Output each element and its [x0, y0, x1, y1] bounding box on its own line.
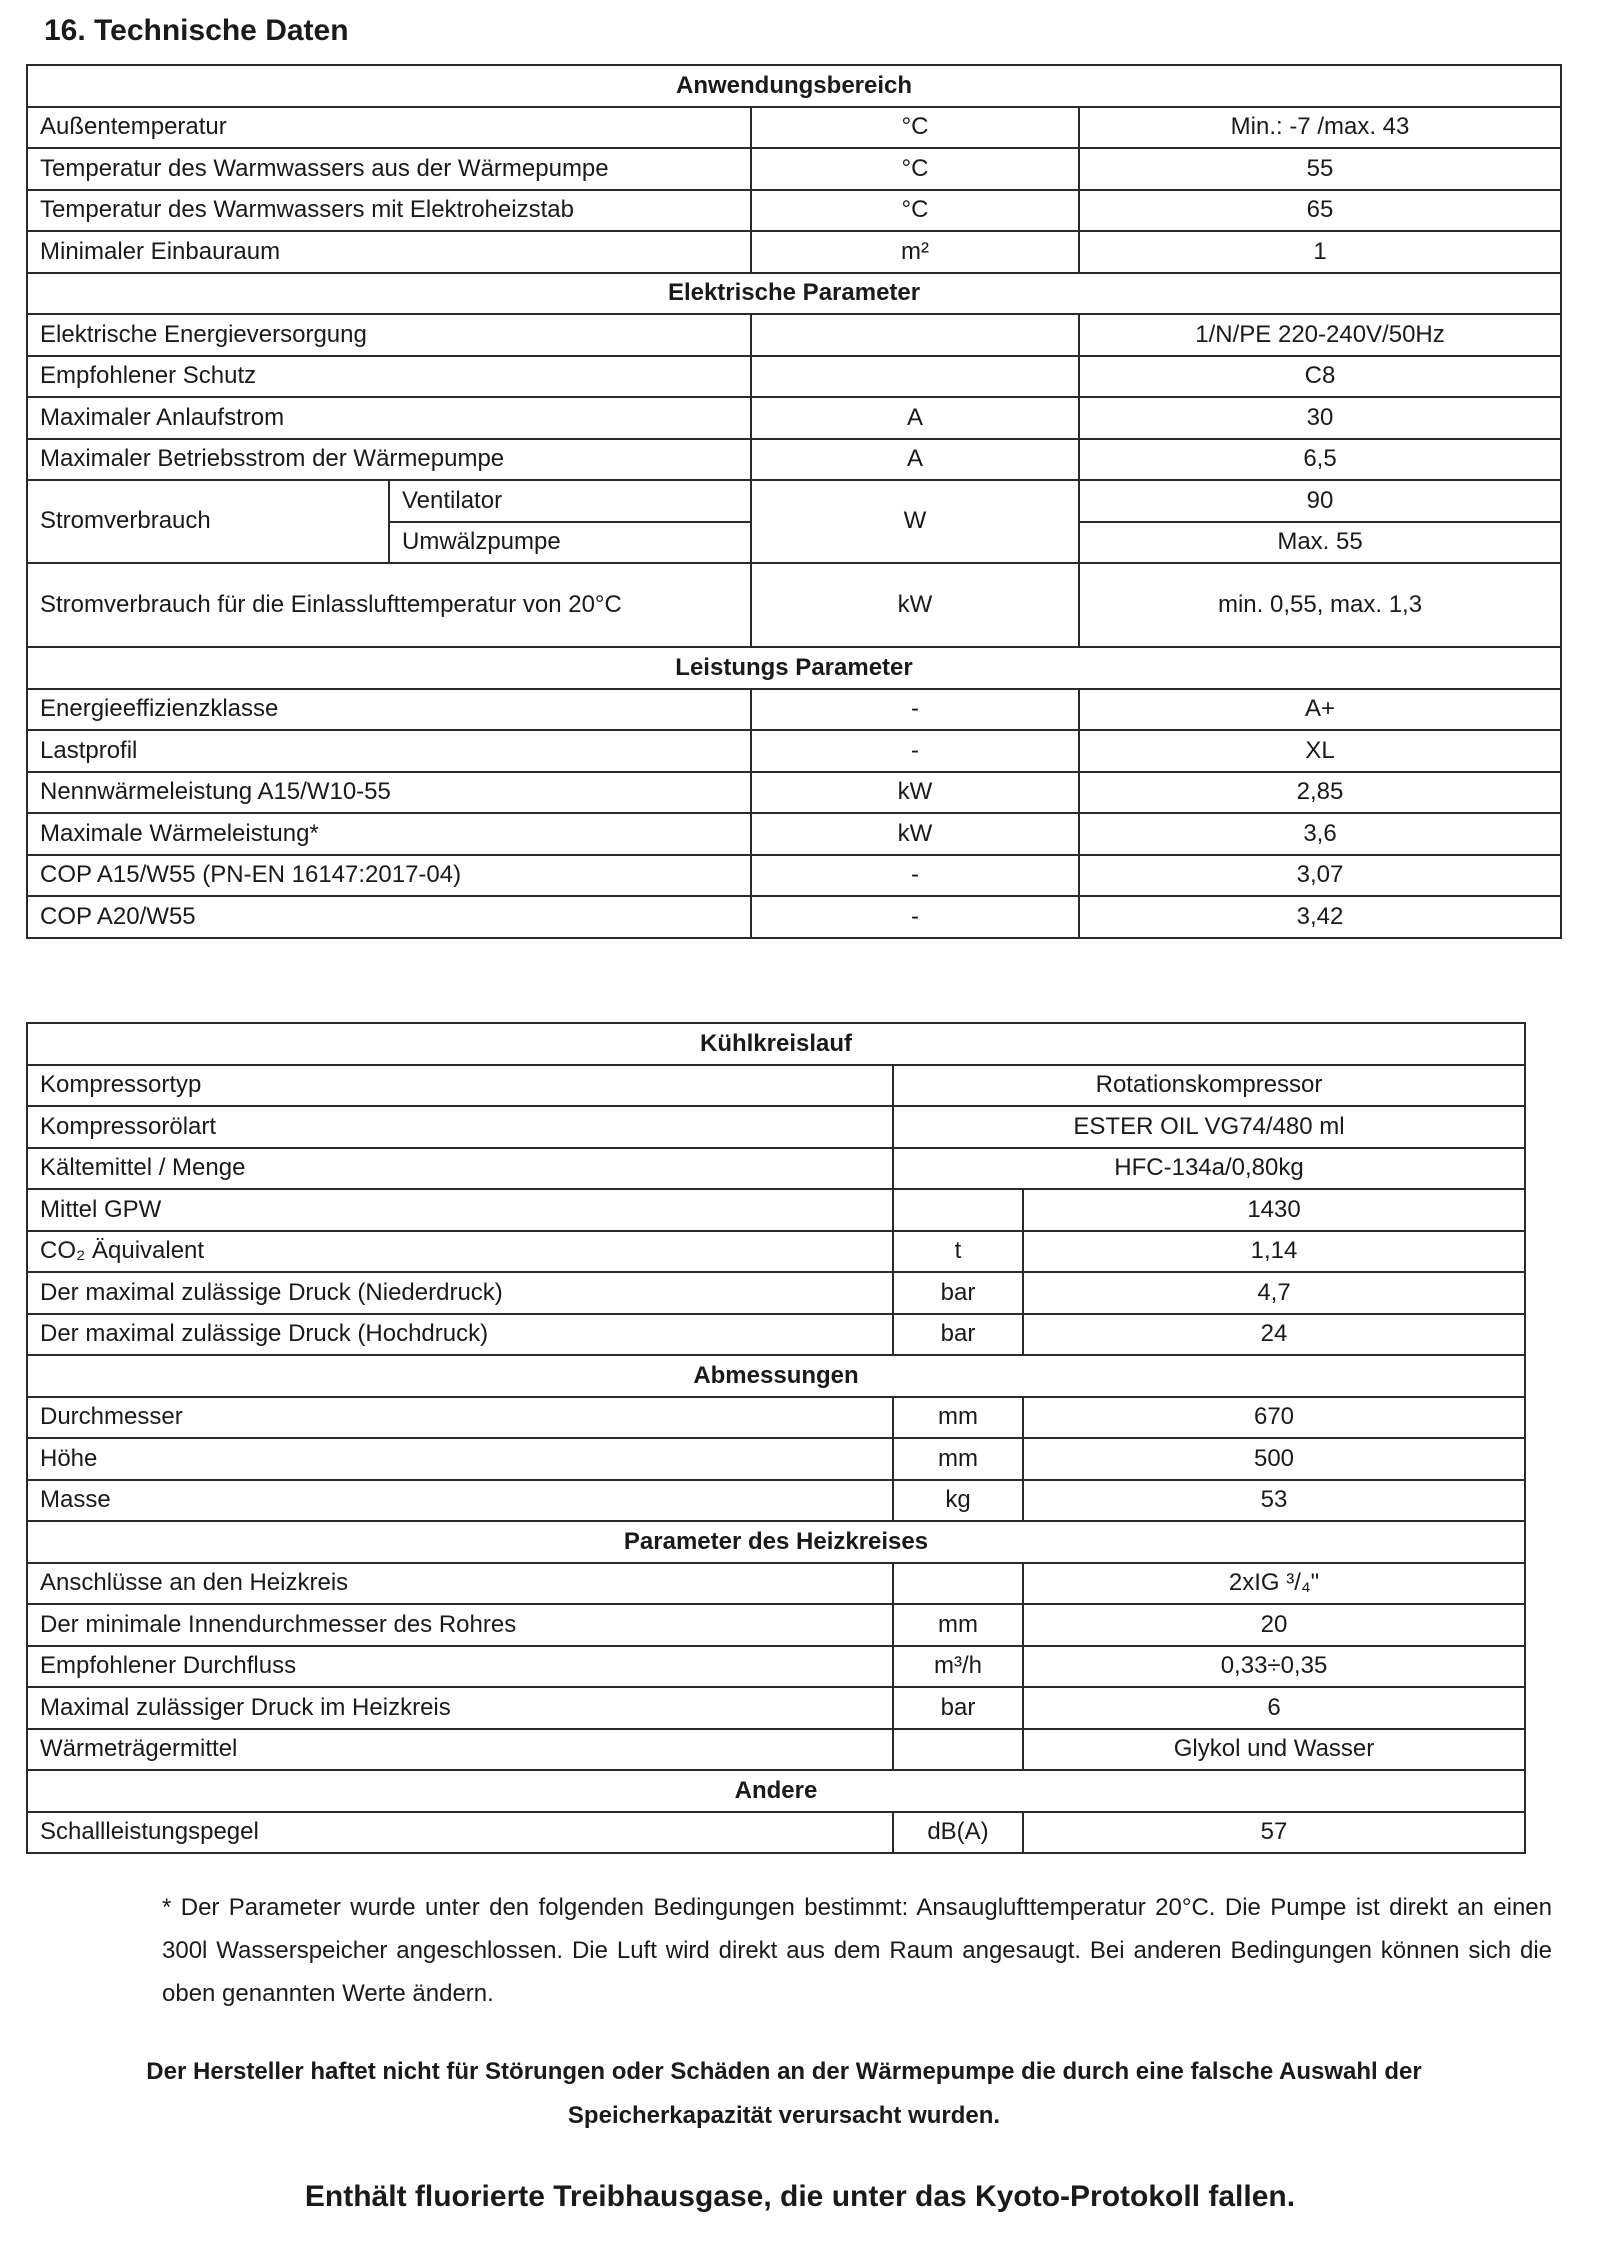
- row-value: 53: [1023, 1480, 1525, 1522]
- table-row: [27, 1646, 1525, 1688]
- spec-table-general: [26, 64, 1562, 939]
- table-row: [27, 1812, 1525, 1854]
- section-header-elektrische-parameter: Elektrische Parameter: [27, 273, 1561, 315]
- table-row-stromverbrauch: [27, 480, 1561, 522]
- row-value: 57: [1023, 1812, 1525, 1854]
- table-row: [27, 1563, 1525, 1605]
- row-unit: A: [751, 397, 1079, 439]
- row-label: Nennwärmeleistung A15/W10-55: [27, 772, 751, 814]
- table-row: [27, 1687, 1525, 1729]
- section-header-row: [27, 1355, 1525, 1397]
- section-header-kuehlkreislauf: Kühlkreislauf: [27, 1023, 1525, 1065]
- page-title: 16. Technische Daten: [44, 14, 349, 47]
- table-row: [27, 1480, 1525, 1522]
- row-label: Temperatur des Warmwassers aus der Wärmepumpe: [27, 148, 751, 190]
- row-unit: -: [751, 896, 1079, 938]
- row-label: Kältemittel / Menge: [27, 1148, 893, 1190]
- row-label: Stromverbrauch: [27, 480, 389, 563]
- table-row: [27, 107, 1561, 149]
- table-row: [27, 896, 1561, 938]
- row-label: Höhe: [27, 1438, 893, 1480]
- row-value: Glykol und Wasser: [1023, 1729, 1525, 1771]
- table-row: [27, 1189, 1525, 1231]
- table-row: [27, 1729, 1525, 1771]
- row-label: Der maximal zulässige Druck (Hochdruck): [27, 1314, 893, 1356]
- row-unit: °C: [751, 107, 1079, 149]
- row-label: Lastprofil: [27, 730, 751, 772]
- row-value: 3,42: [1079, 896, 1561, 938]
- row-unit: mm: [893, 1397, 1023, 1439]
- table-row: [27, 1106, 1525, 1148]
- row-unit: -: [751, 855, 1079, 897]
- row-label: Maximaler Anlaufstrom: [27, 397, 751, 439]
- table-row: [27, 1065, 1525, 1107]
- row-unit: -: [751, 730, 1079, 772]
- row-value: 4,7: [1023, 1272, 1525, 1314]
- row-label: Außentemperatur: [27, 107, 751, 149]
- row-unit: bar: [893, 1687, 1023, 1729]
- table-row: [27, 1272, 1525, 1314]
- row-unit: kW: [751, 813, 1079, 855]
- row-value: 500: [1023, 1438, 1525, 1480]
- row-label: Minimaler Einbauraum: [27, 231, 751, 273]
- row-label: Elektrische Energieversorgung: [27, 314, 751, 356]
- section-header-row: [27, 273, 1561, 315]
- table-row: [27, 1148, 1525, 1190]
- disclaimer-line-1: Der Hersteller haftet nicht für Störungen oder Schäden an der Wärmepumpe die durch eine falsche Auswahl der: [146, 2058, 1422, 2085]
- table-row: [27, 356, 1561, 398]
- row-unit: °C: [751, 190, 1079, 232]
- row-value: 2,85: [1079, 772, 1561, 814]
- row-unit: bar: [893, 1314, 1023, 1356]
- table-row: [27, 855, 1561, 897]
- section-header-anwendungsbereich: Anwendungsbereich: [27, 65, 1561, 107]
- row-label: Masse: [27, 1480, 893, 1522]
- row-label: Der minimale Innendurchmesser des Rohres: [27, 1604, 893, 1646]
- row-unit: t: [893, 1231, 1023, 1273]
- table-row: [27, 1231, 1525, 1273]
- row-unit: [751, 314, 1079, 356]
- row-label: COP A15/W55 (PN-EN 16147:2017-04): [27, 855, 751, 897]
- row-unit: °C: [751, 148, 1079, 190]
- row-unit: [893, 1563, 1023, 1605]
- section-header-row: [27, 1770, 1525, 1812]
- row-value: 24: [1023, 1314, 1525, 1356]
- row-value: Rotationskompressor: [893, 1065, 1525, 1107]
- row-value: 90: [1079, 480, 1561, 522]
- row-label: Energieeffizienzklasse: [27, 689, 751, 731]
- row-unit: kg: [893, 1480, 1023, 1522]
- row-value: Max. 55: [1079, 522, 1561, 564]
- table-row: [27, 813, 1561, 855]
- section-header-abmessungen: Abmessungen: [27, 1355, 1525, 1397]
- table-row: [27, 190, 1561, 232]
- row-label: Stromverbrauch für die Einlasslufttemperatur von 20°C: [27, 563, 751, 647]
- row-unit: kW: [751, 772, 1079, 814]
- row-label: Durchmesser: [27, 1397, 893, 1439]
- row-unit: [893, 1189, 1023, 1231]
- row-value: HFC-134a/0,80kg: [893, 1148, 1525, 1190]
- table-row: [27, 231, 1561, 273]
- row-label: Schallleistungspegel: [27, 1812, 893, 1854]
- row-value: 0,33÷0,35: [1023, 1646, 1525, 1688]
- row-unit: dB(A): [893, 1812, 1023, 1854]
- table-row: [27, 689, 1561, 731]
- row-unit: [751, 356, 1079, 398]
- kyoto-notice: Enthält fluorierte Treibhausgase, die unter das Kyoto-Protokoll fallen.: [304, 2180, 1296, 2213]
- row-label: Wärmeträgermittel: [27, 1729, 893, 1771]
- row-value: 55: [1079, 148, 1561, 190]
- row-label: Temperatur des Warmwassers mit Elektroheizstab: [27, 190, 751, 232]
- row-label: Empfohlener Durchfluss: [27, 1646, 893, 1688]
- row-label: Mittel GPW: [27, 1189, 893, 1231]
- row-label: Der maximal zulässige Druck (Niederdruck): [27, 1272, 893, 1314]
- spec-table-cooling: [26, 1022, 1526, 1854]
- table-row: [27, 730, 1561, 772]
- table-row: [27, 1314, 1525, 1356]
- row-label: CO₂ Äquivalent: [27, 1231, 893, 1273]
- row-value: 1430: [1023, 1189, 1525, 1231]
- row-unit: -: [751, 689, 1079, 731]
- row-label: Kompressorölart: [27, 1106, 893, 1148]
- row-value: 1: [1079, 231, 1561, 273]
- row-value: 1/N/PE 220-240V/50Hz: [1079, 314, 1561, 356]
- row-label: Kompressortyp: [27, 1065, 893, 1107]
- section-header-row: [27, 1521, 1525, 1563]
- row-label: Maximaler Betriebsstrom der Wärmepumpe: [27, 439, 751, 481]
- section-header-andere: Andere: [27, 1770, 1525, 1812]
- row-value: Min.: -7 /max. 43: [1079, 107, 1561, 149]
- row-label: COP A20/W55: [27, 896, 751, 938]
- disclaimer: [44, 2050, 1524, 2138]
- row-value: C8: [1079, 356, 1561, 398]
- table-row: [27, 439, 1561, 481]
- table-row: [27, 772, 1561, 814]
- row-value: ESTER OIL VG74/480 ml: [893, 1106, 1525, 1148]
- row-value: min. 0,55, max. 1,3: [1079, 563, 1561, 647]
- row-unit: W: [751, 480, 1079, 563]
- row-value: A+: [1079, 689, 1561, 731]
- table-row: [27, 563, 1561, 647]
- row-value: XL: [1079, 730, 1561, 772]
- row-value: 3,6: [1079, 813, 1561, 855]
- section-header-row: [27, 65, 1561, 107]
- row-unit: m²: [751, 231, 1079, 273]
- row-value: 65: [1079, 190, 1561, 232]
- section-header-leistungs-parameter: Leistungs Parameter: [27, 647, 1561, 689]
- table-row: [27, 1604, 1525, 1646]
- table-row: [27, 314, 1561, 356]
- table-row: [27, 1397, 1525, 1439]
- table-row: [27, 397, 1561, 439]
- row-label: Empfohlener Schutz: [27, 356, 751, 398]
- row-value: 2xIG ³/₄": [1023, 1563, 1525, 1605]
- disclaimer-line-2: Speicherkapazität verursacht wurden.: [567, 2102, 1001, 2129]
- row-unit: kW: [751, 563, 1079, 647]
- row-label: Maximal zulässiger Druck im Heizkreis: [27, 1687, 893, 1729]
- row-unit: bar: [893, 1272, 1023, 1314]
- row-unit: mm: [893, 1604, 1023, 1646]
- row-label: Anschlüsse an den Heizkreis: [27, 1563, 893, 1605]
- sub-label-umwaelzpumpe: Umwälzpumpe: [389, 522, 751, 564]
- table-row: [27, 1438, 1525, 1480]
- table-row: [27, 148, 1561, 190]
- row-label: Maximale Wärmeleistung*: [27, 813, 751, 855]
- section-header-heizkreis: Parameter des Heizkreises: [27, 1521, 1525, 1563]
- footnote: * Der Parameter wurde unter den folgenden Bedingungen bestimmt: Ansauglufttemperatur 20°C. Die Pumpe ist direkt an einen 300l Wasserspeicher angeschlossen. Die Luft wird direkt aus dem Raum angesaugt. Bei anderen Bedingungen können sich die oben genannten Werte ändern.: [162, 1894, 1552, 2007]
- row-value: 1,14: [1023, 1231, 1525, 1273]
- row-unit: mm: [893, 1438, 1023, 1480]
- row-value: 20: [1023, 1604, 1525, 1646]
- row-unit: m³/h: [893, 1646, 1023, 1688]
- section-header-row: [27, 647, 1561, 689]
- row-value: 6,5: [1079, 439, 1561, 481]
- sub-label-ventilator: Ventilator: [389, 480, 751, 522]
- row-value: 670: [1023, 1397, 1525, 1439]
- row-value: 6: [1023, 1687, 1525, 1729]
- section-header-row: [27, 1023, 1525, 1065]
- row-value: 30: [1079, 397, 1561, 439]
- row-unit: A: [751, 439, 1079, 481]
- row-unit: [893, 1729, 1023, 1771]
- row-value: 3,07: [1079, 855, 1561, 897]
